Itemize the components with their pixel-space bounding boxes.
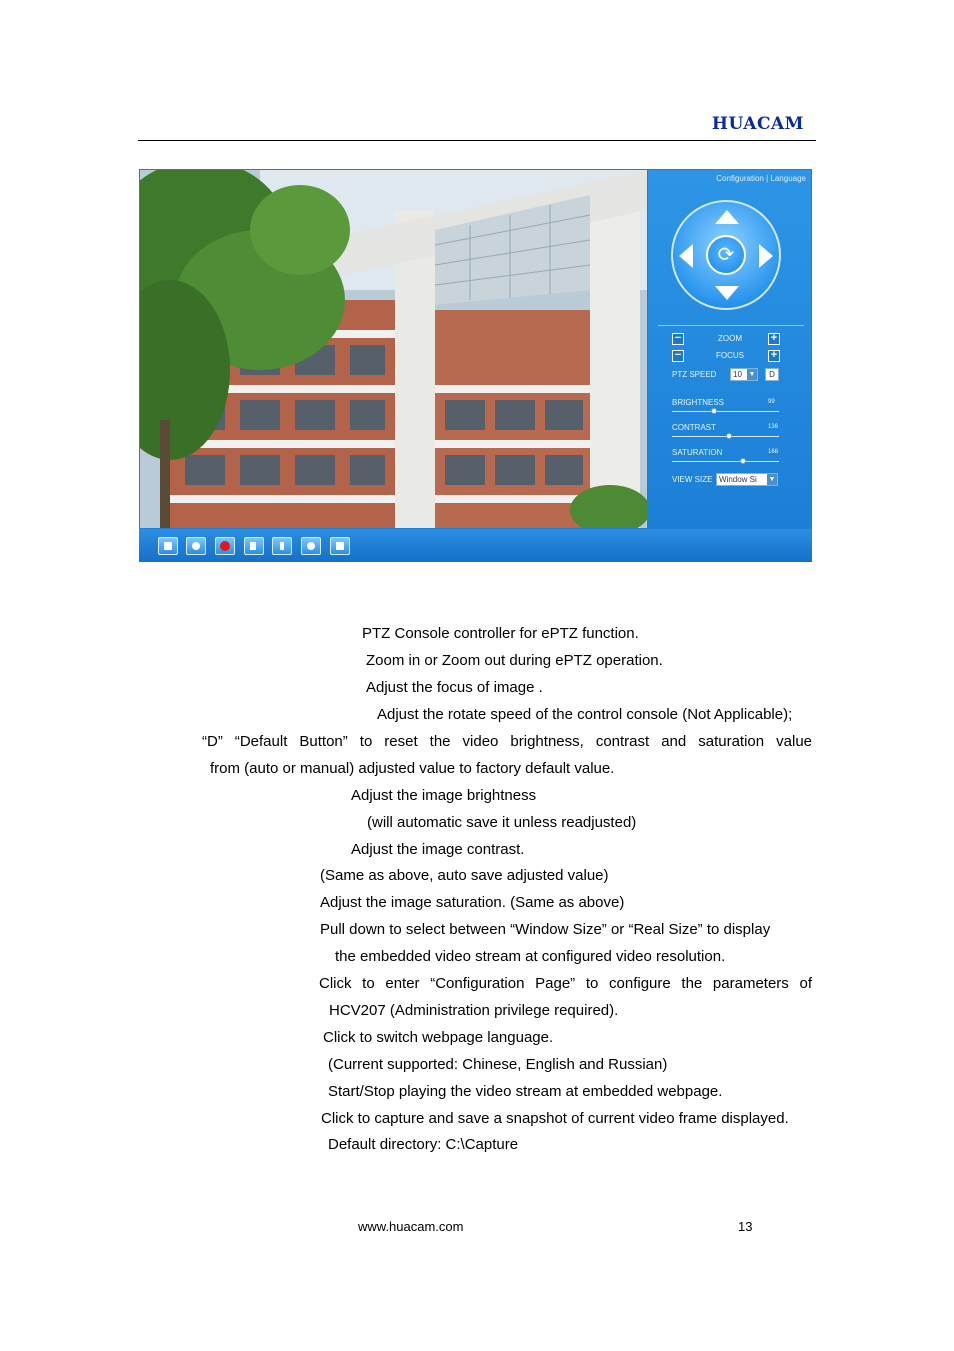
- saturation-slider-knob[interactable]: [740, 458, 746, 464]
- microphone-button[interactable]: [272, 537, 292, 555]
- pan-left-arrow-icon[interactable]: [679, 244, 693, 268]
- language-link[interactable]: Language: [770, 174, 806, 183]
- saturation-value: 168: [768, 449, 779, 455]
- top-links: [648, 174, 806, 183]
- text-configuration: Click to enter “Configuration Page” to configure the parameters of: [319, 975, 812, 992]
- text-view-size: Pull down to select between “Window Size” or “Real Size” to display: [320, 921, 771, 938]
- configuration-link[interactable]: Configuration: [716, 174, 764, 183]
- text-ptz-speed: Adjust the rotate speed of the control console (Not Applicable);: [377, 706, 793, 723]
- text-snapshot: Click to capture and save a snapshot of current video frame displayed.: [321, 1110, 789, 1127]
- rotate-center-icon[interactable]: ⟳: [706, 235, 746, 275]
- record-button[interactable]: [215, 537, 235, 555]
- pan-down-arrow-icon[interactable]: [715, 286, 739, 300]
- text-brightness: Adjust the image brightness: [351, 787, 537, 804]
- reel-icon: [307, 542, 315, 550]
- contrast-value: 136: [768, 424, 779, 430]
- zoom-in-button[interactable]: +: [768, 333, 780, 345]
- text-ptz-console: PTZ Console controller for ePTZ function.: [362, 625, 639, 642]
- stop-play-button[interactable]: [158, 537, 178, 555]
- brightness-label: BRIGHTNESS: [672, 398, 725, 407]
- save-button[interactable]: [330, 537, 350, 555]
- speaker-icon: [250, 542, 256, 550]
- focus-label: FOCUS: [716, 351, 744, 360]
- focus-plus-button[interactable]: +: [768, 350, 780, 362]
- text-default-button-cont: from (auto or manual) adjusted value to factory default value.: [210, 760, 615, 777]
- zoom-label: ZOOM: [718, 334, 742, 343]
- brightness-slider[interactable]: [672, 411, 779, 412]
- chevron-down-icon: ▼: [768, 476, 776, 483]
- contrast-label: CONTRAST: [672, 423, 716, 432]
- contrast-slider[interactable]: [672, 436, 779, 437]
- text-zoom: Zoom in or Zoom out during ePTZ operation.: [366, 652, 663, 669]
- camera-icon: [192, 542, 200, 550]
- view-size-value: Window Si: [719, 475, 757, 484]
- zoom-row: [672, 333, 782, 347]
- bottom-toolbar: [139, 529, 812, 562]
- record-icon: [220, 541, 230, 551]
- stop-icon: [164, 542, 172, 550]
- control-panel: [648, 170, 811, 528]
- page-number: 13: [738, 1219, 753, 1234]
- default-button[interactable]: D: [765, 368, 779, 381]
- focus-minus-button[interactable]: −: [672, 350, 684, 362]
- focus-row: [672, 350, 782, 364]
- ptz-speed-value: 10: [733, 370, 742, 379]
- text-play-stop: Start/Stop playing the video stream at embedded webpage.: [328, 1083, 723, 1100]
- ptz-speed-label: PTZ SPEED: [672, 370, 717, 379]
- text-configuration-cont: HCV207 (Administration privilege required).: [329, 1002, 619, 1019]
- camera-web-ui: [139, 169, 812, 562]
- text-contrast: Adjust the image contrast.: [351, 841, 525, 858]
- pan-up-arrow-icon[interactable]: [715, 210, 739, 224]
- microphone-icon: [280, 542, 284, 550]
- panel-divider: [658, 325, 804, 326]
- text-language: Click to switch webpage language.: [323, 1029, 554, 1046]
- video-stream: [140, 170, 647, 528]
- view-size-select[interactable]: [716, 473, 778, 486]
- floppy-icon: [336, 542, 344, 550]
- ptz-console: [671, 200, 781, 310]
- text-default-button: “D” “Default Button” to reset the video brightness, contrast and saturation value: [202, 733, 812, 750]
- saturation-slider[interactable]: [672, 461, 779, 462]
- contrast-slider-knob[interactable]: [726, 433, 732, 439]
- brightness-slider-knob[interactable]: [711, 408, 717, 414]
- chevron-down-icon: ▼: [748, 371, 756, 378]
- audio-button[interactable]: [244, 537, 264, 555]
- pan-right-arrow-icon[interactable]: [759, 244, 773, 268]
- snapshot-button[interactable]: [186, 537, 206, 555]
- brightness-value: 99: [768, 399, 775, 405]
- text-view-size-cont: the embedded video stream at configured video resolution.: [335, 948, 726, 965]
- text-language-note: (Current supported: Chinese, English and Russian): [328, 1056, 668, 1073]
- zoom-out-button[interactable]: −: [672, 333, 684, 345]
- text-saturation: Adjust the image saturation. (Same as above): [320, 894, 625, 911]
- text-focus: Adjust the focus of image .: [366, 679, 543, 696]
- view-size-label: VIEW SIZE: [672, 475, 713, 484]
- text-snapshot-directory: Default directory: C:\Capture: [328, 1136, 519, 1153]
- header-rule: [138, 140, 816, 141]
- text-contrast-note: (Same as above, auto save adjusted value): [320, 867, 609, 884]
- text-brightness-note: (will automatic save it unless readjusted): [367, 814, 637, 831]
- settings-button[interactable]: [301, 537, 321, 555]
- footer-url: www.huacam.com: [358, 1219, 464, 1234]
- brand-logo: HUACAM: [711, 114, 804, 134]
- building-photo: [140, 170, 647, 528]
- link-separator: |: [766, 174, 769, 183]
- saturation-label: SATURATION: [672, 448, 723, 457]
- ptz-speed-select[interactable]: [730, 368, 758, 381]
